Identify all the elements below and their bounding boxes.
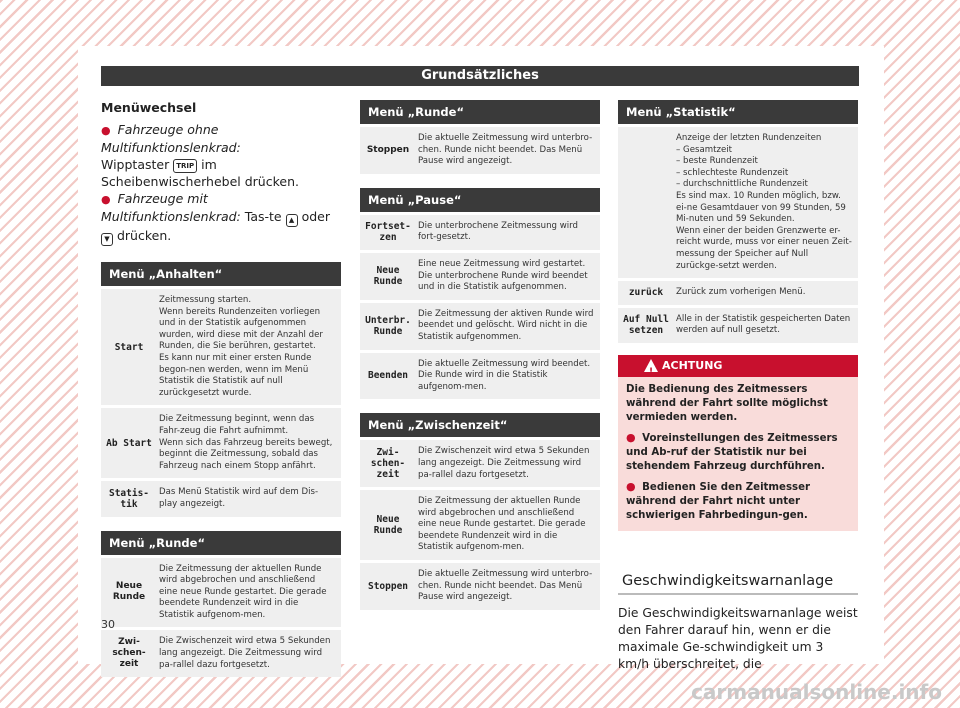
row-value: Die unterbrochene Zeitmessung wird fort-gesetzt.: [418, 220, 578, 243]
row-value: Die Zeitmessung der aktiven Runde wird beendet und gelöscht. Wird nicht in die Statistik aufgenommen.: [418, 308, 594, 342]
table-menu-statistik: [618, 100, 858, 343]
table-row: [360, 124, 600, 174]
table-row: [101, 286, 341, 405]
table-menu-zwischenzeit: [360, 413, 600, 610]
up-arrow-key-icon: ▲: [286, 214, 298, 227]
table-menu-pause: [360, 188, 600, 400]
table-row: [101, 478, 341, 516]
table-row: [618, 305, 858, 343]
warning-text-1: Die Bedienung des Zeitmessers während der Fahrt sollte möglichst vermieden werden.: [626, 383, 828, 423]
table-menu-anhalten: [101, 262, 341, 517]
row-key: Neue Runde: [112, 581, 146, 603]
row-key: Fortset-zen: [365, 221, 411, 244]
row-value: Die Zeitmessung beginnt, wenn das Fahr-zeug die Fahrt aufnimmt. Wenn sich das Fahrzeug bereits bewegt, beginnt die Zeitmessung, sobald das Fahrzeug nach einem Stopp anfährt.: [159, 414, 333, 471]
table-row: [360, 487, 600, 560]
row-key: Statis-tik: [108, 487, 150, 510]
row-key: [618, 127, 674, 278]
row-key: Beenden: [367, 370, 409, 382]
bullet-icon: ●: [101, 124, 111, 137]
page-title: Grundsätzliches: [101, 66, 859, 86]
table-header: Menü „Zwischenzeit“: [360, 413, 600, 437]
row-value: Die aktuelle Zeitmessung wird beendet. Die Runde wird in die Statistik aufgenom-men.: [418, 358, 591, 392]
table-row: [360, 300, 600, 350]
row-value: Die Zeitmessung der aktuellen Runde wird abgebrochen und anschließend eine neue Runde gestartet. Die gerade beendete Rundenzeit wird in die Statistik aufgenom-men.: [418, 496, 586, 553]
bullet-icon: ●: [101, 193, 111, 206]
row-value: Die Zwischenzeit wird etwa 5 Sekunden lang angezeigt. Die Zeitmessung wird pa-rallel dazu fortgesetzt.: [418, 446, 590, 480]
table-row: [618, 278, 858, 305]
section-body: Die Geschwindigkeitswarnanlage weist den Fahrer darauf hin, wenn er die maximale Ge-schwindigkeit um 3 km/h überschreitet, die: [618, 605, 858, 671]
watermark-text: carmanualsonline.info: [691, 680, 942, 704]
warning-text-3: ● Bedienen Sie den Zeitmesser während der Fahrt nicht unter schwierigen Fahrbedingun-gen.: [626, 479, 811, 521]
table-header: Menü „Anhalten“: [101, 262, 341, 286]
row-value: Das Menü Statistik wird auf dem Dis-play angezeigt.: [159, 487, 319, 509]
row-value: Die Zeitmessung der aktuellen Runde wird abgebrochen und anschließend eine neue Runde gestartet. Die gerade beendete Rundenzeit wird in die Statistik aufgenom-men.: [159, 563, 327, 620]
row-key: Neue Runde: [373, 265, 403, 288]
row-key: Zwi-schen-zeit: [370, 447, 406, 481]
row-key: Ab Start: [106, 437, 152, 449]
page-number: 30: [101, 618, 115, 631]
table-menu-runde: [101, 531, 341, 678]
row-key: Stoppen: [366, 144, 410, 155]
row-key: zurück: [628, 287, 664, 299]
intro-section: [101, 100, 341, 246]
table-row: [360, 437, 600, 487]
warning-header: ! ACHTUNG: [618, 355, 858, 377]
row-key: Unterbr. Runde: [365, 315, 411, 338]
row-value: Zurück zum vorherigen Menü.: [676, 287, 806, 298]
table-row: [101, 627, 341, 677]
table-header: Menü „Runde“: [360, 100, 600, 124]
intro-bullet-1: ● Fahrzeuge ohne Multifunktionslenkrad: Wipptaster TRIP im Scheibenwischerhebel drücken.: [101, 122, 299, 189]
table-row: [360, 350, 600, 400]
trip-key-icon: TRIP: [173, 159, 197, 173]
column-middle: [360, 100, 600, 610]
table-row: [618, 124, 858, 278]
row-key: Neue Runde: [373, 514, 403, 537]
section-title: Geschwindigkeitswarnanlage: [618, 573, 858, 595]
table-header: Menü „Runde“: [101, 531, 341, 555]
row-value: Die aktuelle Zeitmessung wird unterbro-chen. Runde nicht beendet. Das Menü Pause wird angezeigt.: [418, 133, 593, 167]
table-menu-runde-cont: [360, 100, 600, 174]
warning-text-2: ● Voreinstellungen des Zeitmessers und Ab-ruf der Statistik nur bei stehendem Fahrzeug durchführen.: [626, 430, 838, 472]
table-row: [101, 405, 341, 478]
row-key: Stoppen: [367, 580, 409, 592]
row-value: Zeitmessung starten. Wenn bereits Rundenzeiten vorliegen und in der Statistik aufgenommen wurden, wird diese mit der Anzahl der Runden, die Sie berühren, gestartet. Es kann nur mit einer ersten Runde begon-nen werden, wenn im Menü Statistik die Statistik auf null zurückgesetzt wurde.: [159, 295, 323, 398]
row-value: Die aktuelle Zeitmessung wird unterbro-chen. Runde nicht beendet. Das Menü Pause wird angezeigt.: [418, 569, 593, 603]
intro-heading: Menüwechsel: [101, 100, 197, 115]
row-key: Start: [114, 341, 144, 353]
row-value: Alle in der Statistik gespeicherten Daten werden auf null gesetzt.: [676, 313, 851, 336]
table-row: [360, 250, 600, 300]
table-row: [101, 555, 341, 628]
intro-bullet-2: ● Fahrzeuge mit Multifunktionslenkrad: Tas-te ▲ oder ▼ drücken.: [101, 190, 341, 246]
table-row: [360, 560, 600, 610]
column-left: [101, 100, 341, 677]
row-value: Eine neue Zeitmessung wird gestartet. Die unterbrochene Runde wird beendet und in die Statistik aufgenommen.: [418, 258, 588, 293]
warning-triangle-icon: [644, 359, 658, 372]
table-header: Menü „Statistik“: [618, 100, 858, 124]
column-right: [618, 100, 858, 673]
row-key: Zwi-schen-zeit: [112, 637, 146, 670]
row-value: Anzeige der letzten Rundenzeiten – Gesamtzeit – beste Rundenzeit – schlechteste Rundenzeit – durchschnittliche Rundenzeit Es sind max. 10 Runden möglich, bzw. ei-ne Gesamtdauer von 99 Stunden, 59 Mi-nuten und 59 Sekunden. Wenn einer der beiden Grenzwerte er-reicht wurde, muss vor einer neuen Zeit-messung der Speicher auf Null zurückge-setzt werden.: [676, 133, 852, 271]
row-key: Auf Null setzen: [623, 314, 669, 337]
row-value: Die Zwischenzeit wird etwa 5 Sekunden lang angezeigt. Die Zeitmessung wird pa-rallel dazu fortgesetzt.: [159, 636, 331, 670]
down-arrow-key-icon: ▼: [101, 233, 113, 246]
table-header: Menü „Pause“: [360, 188, 600, 212]
warning-box: [618, 355, 858, 531]
table-row: [360, 212, 600, 250]
